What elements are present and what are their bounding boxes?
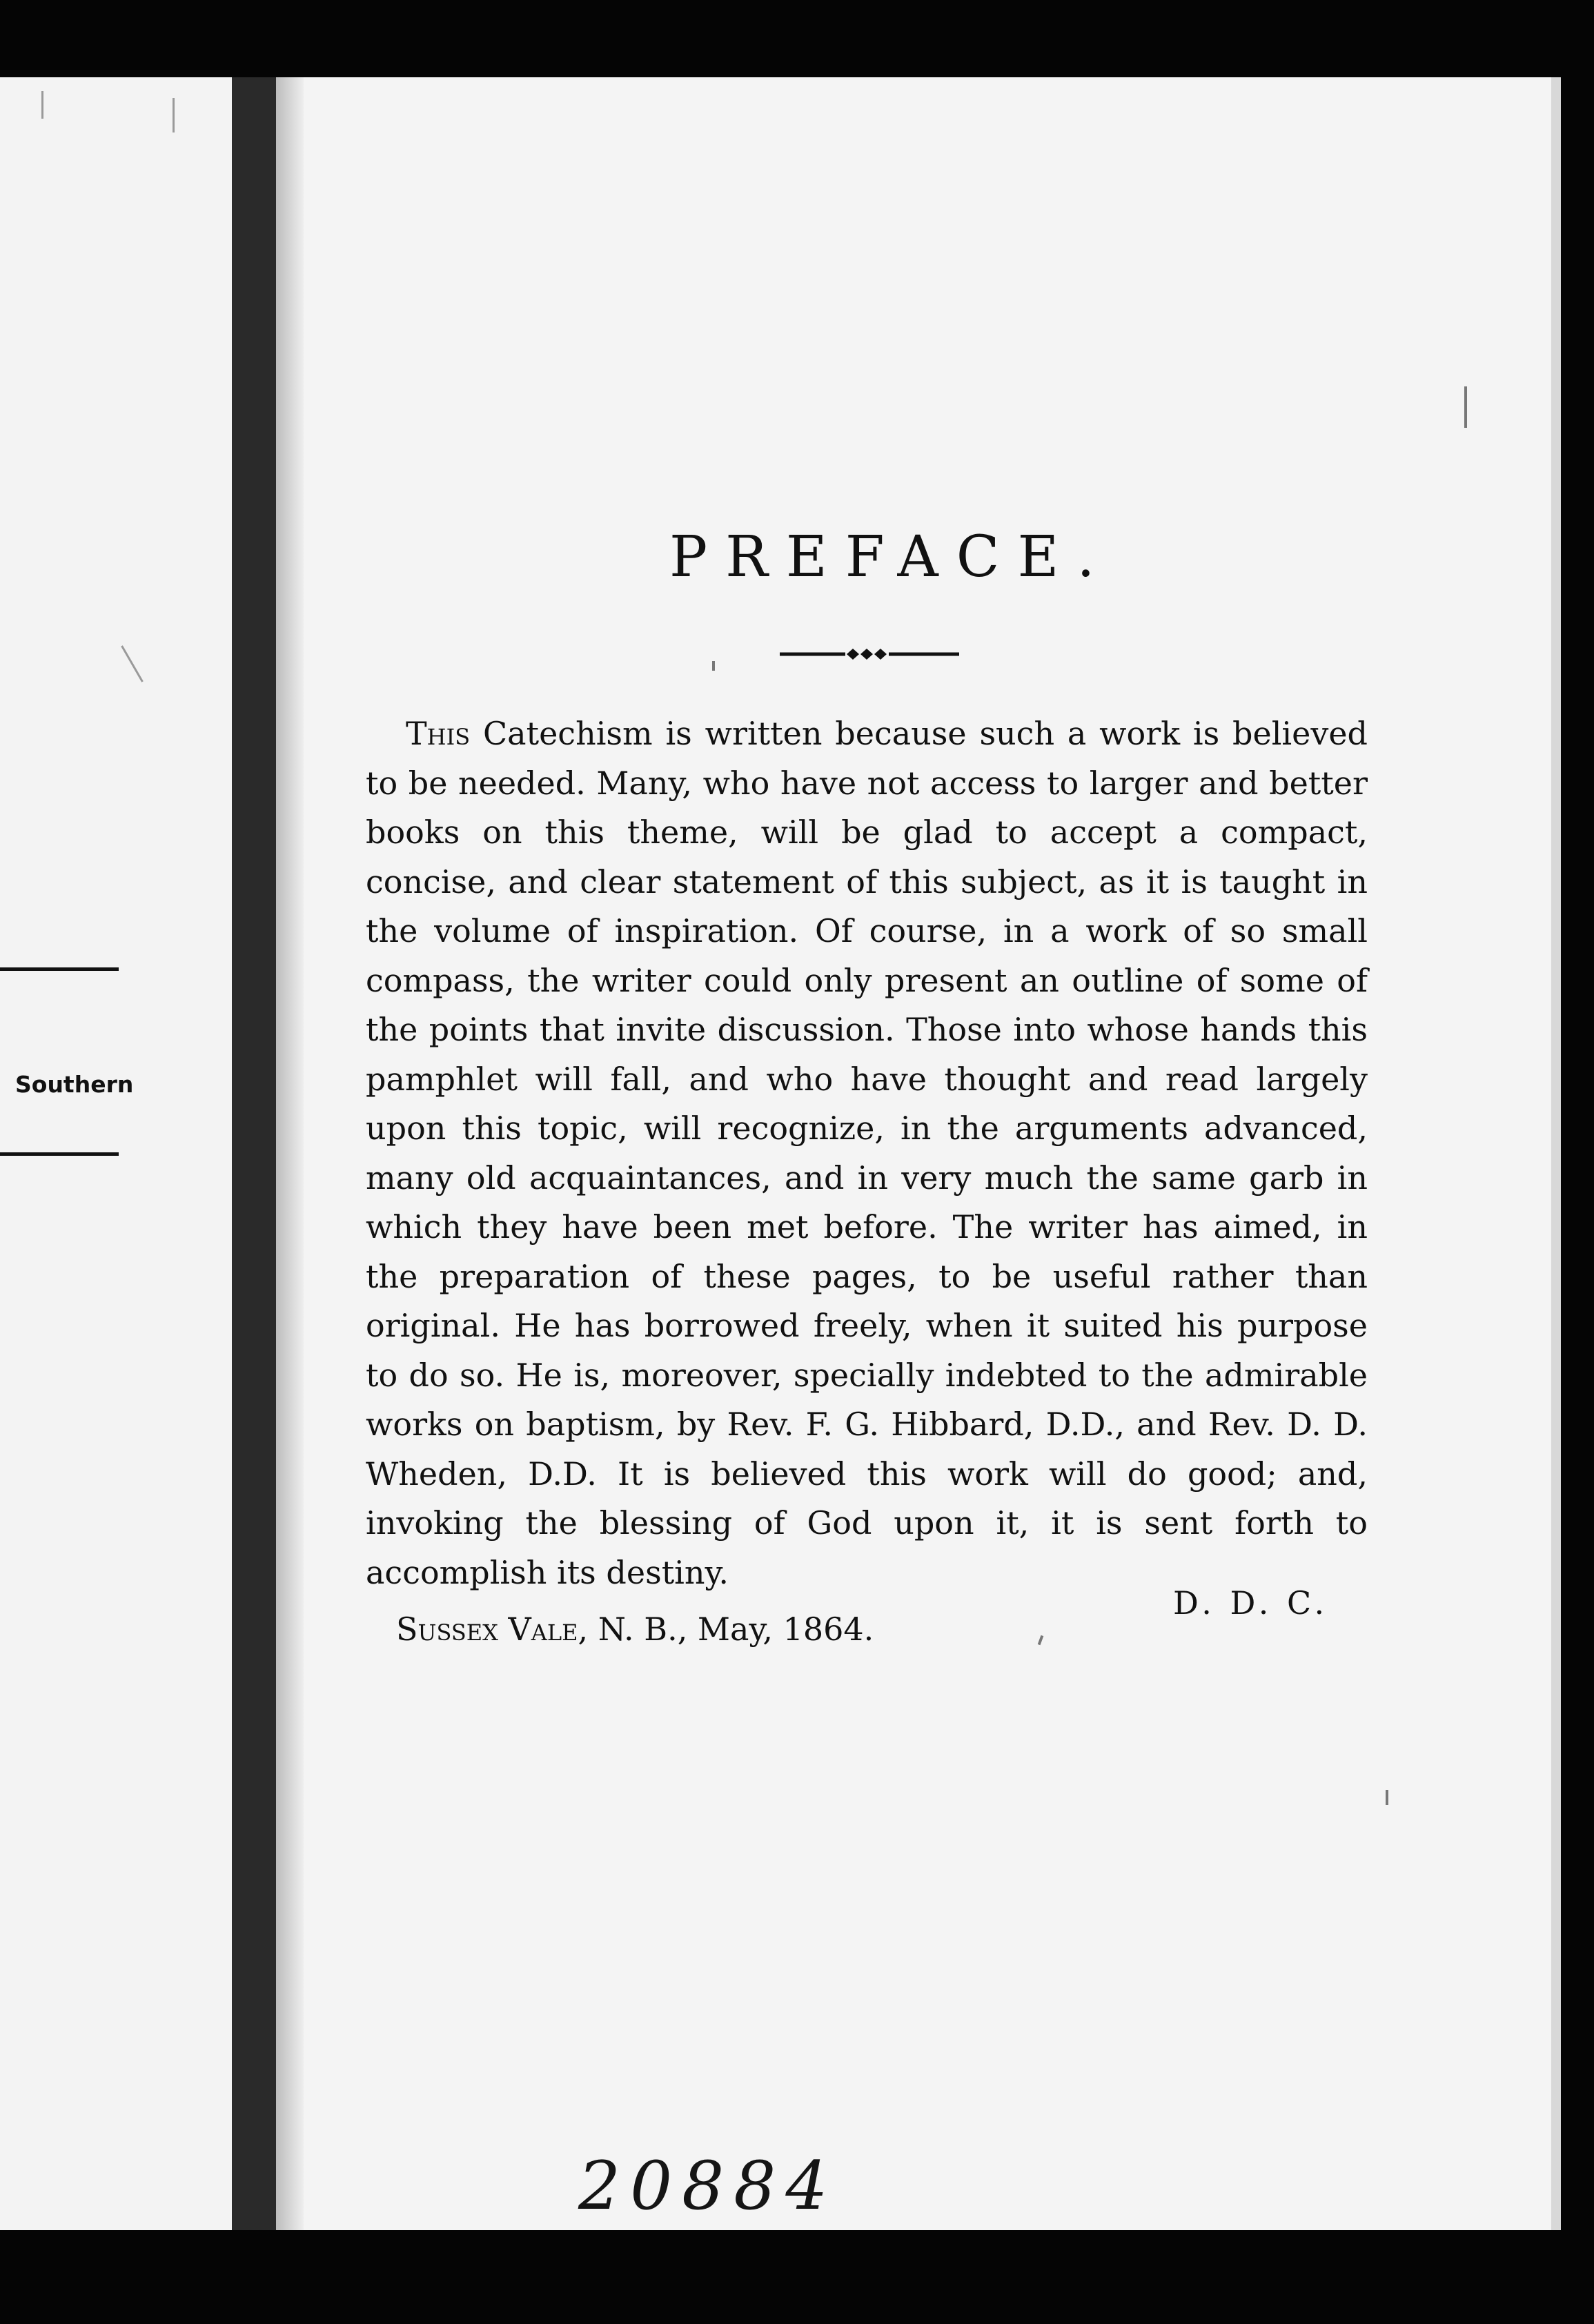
previous-page-fragment: [0, 77, 232, 2230]
previous-page-rule: [0, 1152, 119, 1156]
print-speck: [173, 98, 175, 132]
handwritten-accession-number: 20884: [578, 2147, 838, 2225]
gutter-shadow: [276, 77, 304, 2230]
previous-page-rule: [0, 967, 119, 971]
dateline-date: , N. B., May, 1864.: [578, 1611, 874, 1648]
print-speck: [712, 661, 715, 671]
preface-paragraph: [366, 709, 1368, 1597]
dateline: [396, 1611, 874, 1648]
previous-page-text: Southern: [15, 1071, 134, 1098]
page-title: PREFACE.: [669, 524, 1113, 590]
paragraph-text: Catechism is written because such a work is believed to be needed. Many, who have not access to larger and better books on this theme, will be glad to accept a compact, concise, and clear statement of this subject, as it is taught in the volume of inspiration. Of course, in a work of so small compass, the writer could only present an outline of some of the points that invite discussion. Those into whose hands this pamphlet will fall, and who have thought and read largely upon this topic, will recognize, in the arguments advanced, many old acquaintances, and in very much the same garb in which they have been met before. The writer has aimed, in the preparation of these pages, to be useful rather than original. He has borrowed freely, when it suited his purpose to do so. He is, moreover, specially indebted to the admirable works on baptism, by Rev. F. G. Hibbard, D.D., and Rev. D. D. Wheden, D.D. It is believed this work will do good; and, invoking the blessing of God upon it, it is sent forth to accomplish its destiny.: [366, 715, 1368, 1591]
print-speck: [41, 91, 43, 119]
print-speck: [121, 645, 144, 682]
print-speck: [1464, 386, 1467, 428]
print-speck: [1386, 1790, 1388, 1805]
page-gutter: [232, 77, 276, 2230]
paragraph-lead-word: This: [406, 715, 471, 752]
page-edge: [1551, 77, 1561, 2230]
dateline-place: Sussex Vale: [396, 1611, 578, 1648]
title-ornament: [780, 640, 959, 668]
author-initials: D. D. C.: [1173, 1584, 1329, 1622]
